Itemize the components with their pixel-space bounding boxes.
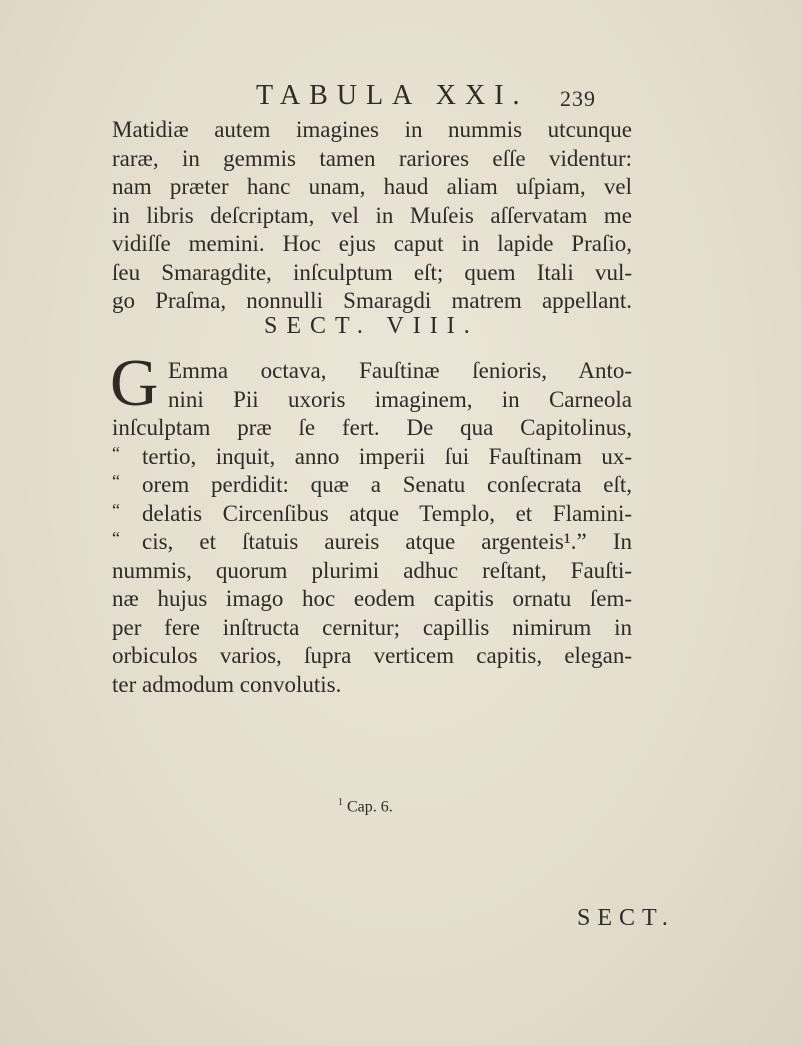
footnote-text: Cap. 6.: [347, 798, 393, 816]
text-line: ter admodum convolutis.: [112, 671, 342, 697]
text-line: inſculptam præ ſe fert. De qua Capitolinus,: [112, 415, 632, 440]
paragraph-matidia: [112, 116, 632, 316]
text-line: cis, et ſtatuis aureis atque argenteis¹.” In: [142, 529, 632, 554]
quoted-line: [112, 500, 632, 529]
text-line: per fere inſtructa cernitur; capillis nimirum in: [112, 614, 632, 640]
text-line: go Praſma, nonnulli Smaragdi matrem appellant.: [112, 288, 632, 313]
running-header: [0, 80, 801, 120]
text-line: ſeu Smaragdite, inſculptum eſt; quem Itali vul-: [112, 259, 632, 285]
quote-mark: “: [112, 442, 120, 463]
quoted-line: [112, 471, 632, 500]
text-line: in libris deſcriptam, vel in Muſeis aſſervatam me: [112, 202, 632, 228]
text-line: næ hujus imago hoc eodem capitis ornatu ſem-: [112, 586, 632, 611]
drop-cap-block: [110, 346, 632, 420]
text-line: raræ, in gemmis tamen rariores eſſe videntur:: [112, 145, 632, 171]
quote-mark: “: [112, 528, 120, 548]
text-line: Matidiæ autem imagines in nummis utcunque: [112, 117, 632, 142]
drop-cap-initial: G: [110, 346, 159, 420]
footnote: [338, 797, 393, 816]
paragraph-gemma-octava: [110, 346, 632, 699]
running-title: TABULA XXI.: [256, 80, 529, 111]
text-line: nam præter hanc unam, haud aliam uſpiam, vel: [112, 174, 632, 199]
text-line: tertio, inquit, anno imperii ſui Fauſtinam ux-: [142, 443, 632, 469]
quoted-line: [112, 528, 632, 557]
text-line: nini Pii uxoris imaginem, in Carneola: [168, 386, 632, 412]
quoted-line: [112, 443, 632, 472]
text-line: nummis, quorum plurimi adhuc reſtant, Fauſti-: [112, 557, 632, 583]
text-line: orem perdidit: quæ a Senatu conſecrata eſt,: [142, 472, 632, 497]
catchword: SECT.: [577, 905, 675, 931]
page-number: 239: [560, 86, 596, 111]
quote-mark: “: [112, 499, 120, 520]
text-line: delatis Circenſibus atque Templo, et Flamini-: [142, 500, 632, 526]
text-line: orbiculos varios, ſupra verticem capitis, elegan-: [112, 643, 632, 668]
footnote-marker: 1: [338, 797, 343, 808]
text-line: vidiſſe memini. Hoc ejus caput in lapide Praſio,: [112, 231, 632, 256]
text-line: Emma octava, Fauſtinæ ſenioris, Anto-: [168, 358, 632, 383]
quote-mark: “: [112, 471, 120, 491]
section-heading: SECT. VIII.: [264, 313, 479, 339]
